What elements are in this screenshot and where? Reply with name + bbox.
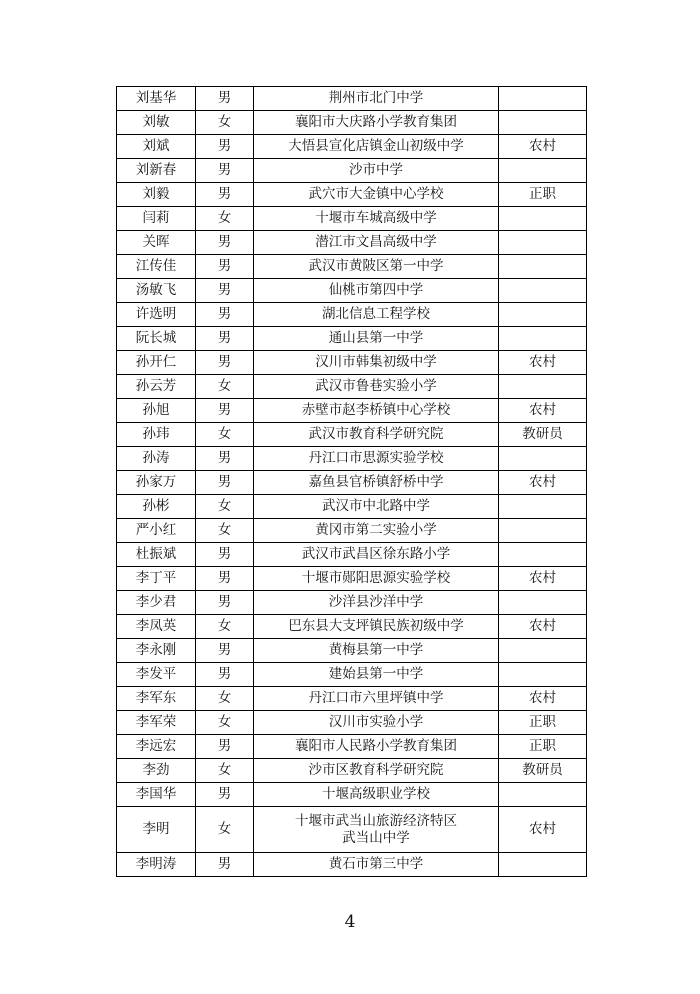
cell-name: 孙玮 xyxy=(117,423,196,447)
cell-name: 孙云芳 xyxy=(117,375,196,399)
cell-unit-line-1: 十堰市武当山旅游经济特区 xyxy=(295,813,457,830)
cell-note xyxy=(499,783,587,807)
cell-note xyxy=(499,495,587,519)
cell-note: 农村 xyxy=(499,135,587,159)
table-row xyxy=(117,663,587,687)
table-row xyxy=(117,711,587,735)
cell-note xyxy=(499,639,587,663)
table-row xyxy=(117,783,587,807)
table-row xyxy=(117,183,587,207)
table-row xyxy=(117,687,587,711)
cell-name: 闫莉 xyxy=(117,207,196,231)
cell-gender: 女 xyxy=(196,711,254,735)
cell-gender: 女 xyxy=(196,111,254,135)
cell-name: 汤敏飞 xyxy=(117,279,196,303)
cell-gender: 男 xyxy=(196,783,254,807)
cell-unit: 湖北信息工程学校 xyxy=(254,303,499,327)
cell-note: 正职 xyxy=(499,711,587,735)
cell-name: 孙彬 xyxy=(117,495,196,519)
cell-unit-line-2: 武当山中学 xyxy=(342,829,410,846)
table-row xyxy=(117,735,587,759)
cell-gender: 男 xyxy=(196,591,254,615)
cell-unit: 嘉鱼县官桥镇舒桥中学 xyxy=(254,471,499,495)
cell-note xyxy=(499,543,587,567)
table-row xyxy=(117,471,587,495)
cell-unit: 武汉市鲁巷实验小学 xyxy=(254,375,499,399)
table-row xyxy=(117,255,587,279)
cell-name: 李军东 xyxy=(117,687,196,711)
cell-name: 江传佳 xyxy=(117,255,196,279)
cell-name: 李明涛 xyxy=(117,853,196,877)
cell-name: 李远宏 xyxy=(117,735,196,759)
cell-unit: 黄石市第三中学 xyxy=(254,853,499,877)
table-row xyxy=(117,399,587,423)
cell-note xyxy=(499,663,587,687)
cell-note: 农村 xyxy=(499,615,587,639)
cell-note: 正职 xyxy=(499,183,587,207)
cell-gender: 女 xyxy=(196,519,254,543)
cell-unit: 十堰市车城高级中学 xyxy=(254,207,499,231)
cell-gender: 男 xyxy=(196,471,254,495)
cell-unit: 黄冈市第二实验小学 xyxy=(254,519,499,543)
cell-unit xyxy=(254,807,499,853)
cell-name: 孙开仁 xyxy=(117,351,196,375)
cell-unit: 武汉市黄陂区第一中学 xyxy=(254,255,499,279)
cell-note xyxy=(499,207,587,231)
cell-note xyxy=(499,255,587,279)
cell-unit: 荆州市北门中学 xyxy=(254,87,499,111)
table-row xyxy=(117,447,587,471)
cell-name: 李丁平 xyxy=(117,567,196,591)
cell-unit: 黄梅县第一中学 xyxy=(254,639,499,663)
cell-name: 李少君 xyxy=(117,591,196,615)
cell-note xyxy=(499,447,587,471)
cell-gender: 女 xyxy=(196,495,254,519)
cell-gender: 男 xyxy=(196,327,254,351)
cell-unit: 沙市中学 xyxy=(254,159,499,183)
cell-note xyxy=(499,303,587,327)
cell-gender: 男 xyxy=(196,87,254,111)
cell-unit: 沙洋县沙洋中学 xyxy=(254,591,499,615)
cell-gender: 男 xyxy=(196,303,254,327)
cell-note xyxy=(499,111,587,135)
cell-unit: 汉川市韩集初级中学 xyxy=(254,351,499,375)
cell-gender: 男 xyxy=(196,255,254,279)
cell-name: 刘新春 xyxy=(117,159,196,183)
cell-unit: 沙市区教育科学研究院 xyxy=(254,759,499,783)
table-row xyxy=(117,495,587,519)
cell-name: 刘敏 xyxy=(117,111,196,135)
cell-name: 李明 xyxy=(117,807,196,853)
cell-name: 李军荣 xyxy=(117,711,196,735)
roster-table-body xyxy=(117,87,587,877)
cell-note xyxy=(499,591,587,615)
cell-unit: 赤壁市赵李桥镇中心学校 xyxy=(254,399,499,423)
cell-note: 农村 xyxy=(499,807,587,853)
cell-note xyxy=(499,279,587,303)
table-row xyxy=(117,759,587,783)
cell-unit: 巴东县大支坪镇民族初级中学 xyxy=(254,615,499,639)
cell-gender: 男 xyxy=(196,135,254,159)
cell-unit: 武穴市大金镇中心学校 xyxy=(254,183,499,207)
table-row xyxy=(117,543,587,567)
cell-name: 李劲 xyxy=(117,759,196,783)
cell-note xyxy=(499,159,587,183)
table-row xyxy=(117,111,587,135)
cell-name: 李永刚 xyxy=(117,639,196,663)
cell-name: 孙旭 xyxy=(117,399,196,423)
table-row xyxy=(117,231,587,255)
roster-table xyxy=(116,86,587,877)
cell-note xyxy=(499,231,587,255)
cell-gender: 女 xyxy=(196,687,254,711)
cell-unit: 十堰市郧阳思源实验学校 xyxy=(254,567,499,591)
cell-unit: 潜江市文昌高级中学 xyxy=(254,231,499,255)
table-row xyxy=(117,279,587,303)
cell-note xyxy=(499,853,587,877)
cell-note: 农村 xyxy=(499,351,587,375)
table-row xyxy=(117,303,587,327)
cell-unit: 丹江口市六里坪镇中学 xyxy=(254,687,499,711)
table-row xyxy=(117,207,587,231)
cell-note: 农村 xyxy=(499,687,587,711)
cell-name: 许选明 xyxy=(117,303,196,327)
cell-unit: 十堰高级职业学校 xyxy=(254,783,499,807)
page-number: 4 xyxy=(344,912,356,932)
table-row xyxy=(117,591,587,615)
cell-name: 杜振斌 xyxy=(117,543,196,567)
table-row xyxy=(117,567,587,591)
table-row xyxy=(117,135,587,159)
cell-note xyxy=(499,519,587,543)
cell-name: 阮长城 xyxy=(117,327,196,351)
cell-unit: 仙桃市第四中学 xyxy=(254,279,499,303)
table-row xyxy=(117,639,587,663)
cell-gender: 男 xyxy=(196,853,254,877)
cell-note: 农村 xyxy=(499,471,587,495)
cell-unit: 建始县第一中学 xyxy=(254,663,499,687)
cell-unit: 武汉市武昌区徐东路小学 xyxy=(254,543,499,567)
cell-unit: 汉川市实验小学 xyxy=(254,711,499,735)
cell-gender: 男 xyxy=(196,447,254,471)
cell-name: 李凤英 xyxy=(117,615,196,639)
cell-gender: 女 xyxy=(196,807,254,853)
cell-note xyxy=(499,375,587,399)
cell-name: 严小红 xyxy=(117,519,196,543)
cell-gender: 男 xyxy=(196,183,254,207)
cell-gender: 男 xyxy=(196,231,254,255)
table-row xyxy=(117,423,587,447)
cell-note: 教研员 xyxy=(499,759,587,783)
cell-unit: 武汉市中北路中学 xyxy=(254,495,499,519)
cell-gender: 男 xyxy=(196,567,254,591)
cell-name: 刘基华 xyxy=(117,87,196,111)
cell-gender: 男 xyxy=(196,663,254,687)
table-row xyxy=(117,519,587,543)
cell-gender: 男 xyxy=(196,351,254,375)
cell-gender: 女 xyxy=(196,375,254,399)
table-row xyxy=(117,159,587,183)
table-row xyxy=(117,351,587,375)
cell-name: 刘毅 xyxy=(117,183,196,207)
cell-gender: 女 xyxy=(196,615,254,639)
cell-note: 农村 xyxy=(499,399,587,423)
cell-gender: 男 xyxy=(196,159,254,183)
cell-unit: 丹江口市思源实验学校 xyxy=(254,447,499,471)
cell-gender: 男 xyxy=(196,279,254,303)
cell-gender: 男 xyxy=(196,543,254,567)
table-row xyxy=(117,615,587,639)
cell-note xyxy=(499,87,587,111)
cell-unit: 大悟县宣化店镇金山初级中学 xyxy=(254,135,499,159)
cell-note: 教研员 xyxy=(499,423,587,447)
table-row xyxy=(117,87,587,111)
cell-unit: 通山县第一中学 xyxy=(254,327,499,351)
cell-gender: 男 xyxy=(196,639,254,663)
table-row xyxy=(117,807,587,853)
table-row xyxy=(117,327,587,351)
cell-note xyxy=(499,327,587,351)
cell-unit: 襄阳市人民路小学教育集团 xyxy=(254,735,499,759)
cell-note: 正职 xyxy=(499,735,587,759)
cell-gender: 女 xyxy=(196,207,254,231)
cell-gender: 女 xyxy=(196,423,254,447)
cell-note: 农村 xyxy=(499,567,587,591)
cell-name: 孙涛 xyxy=(117,447,196,471)
table-row xyxy=(117,853,587,877)
cell-gender: 男 xyxy=(196,399,254,423)
cell-unit: 襄阳市大庆路小学教育集团 xyxy=(254,111,499,135)
cell-name: 李发平 xyxy=(117,663,196,687)
cell-name: 李国华 xyxy=(117,783,196,807)
cell-name: 刘斌 xyxy=(117,135,196,159)
cell-unit: 武汉市教育科学研究院 xyxy=(254,423,499,447)
cell-gender: 男 xyxy=(196,735,254,759)
table-row xyxy=(117,375,587,399)
cell-name: 关晖 xyxy=(117,231,196,255)
cell-gender: 女 xyxy=(196,759,254,783)
cell-name: 孙家万 xyxy=(117,471,196,495)
